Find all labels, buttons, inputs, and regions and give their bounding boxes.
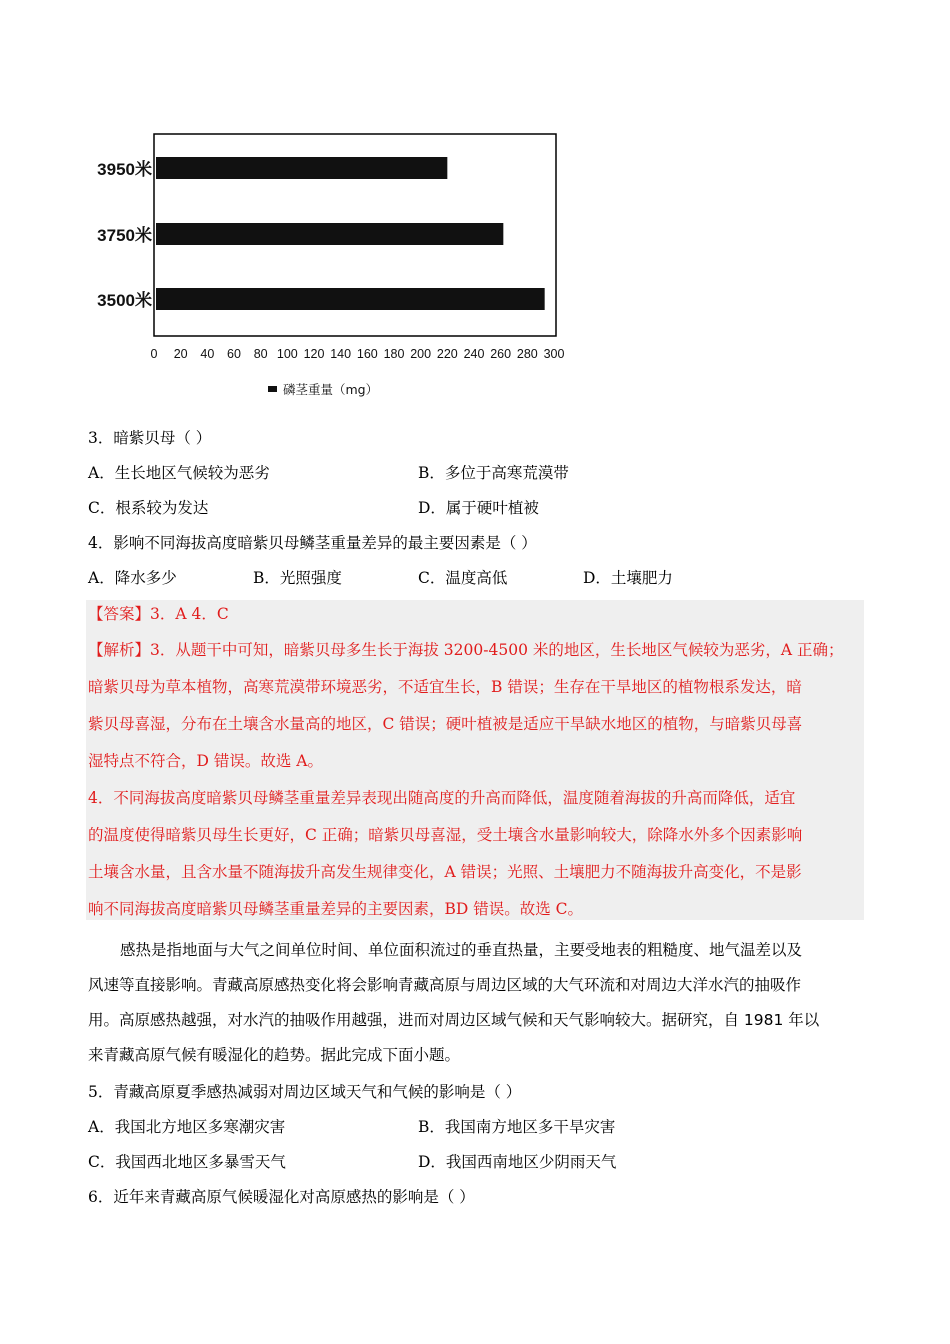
x-tick-label-5: 100 <box>276 347 298 361</box>
legend-swatch <box>268 386 277 392</box>
y-tick-label-1: 3950米 <box>97 160 152 179</box>
passage-line-4: 来青藏高原气候有暖湿化的趋势。据此完成下面小题。 <box>88 1046 461 1064</box>
q5-option-b: B．我国南方地区多干旱灾害 <box>418 1118 616 1136</box>
q5-option-c: C．我国西北地区多暴雪天气 <box>88 1153 286 1171</box>
analysis-line-4: 湿特点不符合，D 错误。故选 A。 <box>88 752 323 770</box>
y-tick-label-2: 3750米 <box>97 226 152 245</box>
x-tick-label-6: 120 <box>303 347 325 361</box>
bar-2 <box>156 223 503 245</box>
q4-stem: 4．影响不同海拔高度暗紫贝母鳞茎重量差异的最主要因素是（ ） <box>88 534 537 552</box>
analysis-line-1 <box>88 640 844 660</box>
bar-1 <box>156 157 447 179</box>
x-tick-label-4: 80 <box>253 347 268 361</box>
y-tick-label-3: 3500米 <box>97 291 152 310</box>
analysis-tag: 【解析】 <box>88 641 151 659</box>
bar-chart-svg <box>80 118 580 408</box>
q3-option-d: D．属于硬叶植被 <box>418 499 539 517</box>
answer-tag: 【答案】 <box>88 605 151 623</box>
analysis-line-5: 4．不同海拔高度暗紫贝母鳞茎重量差异表现出随高度的升高而降低，温度随着海拔的升高而降低，适宜 <box>88 789 796 807</box>
x-tick-label-13: 260 <box>490 347 512 361</box>
q4-option-b: B．光照强度 <box>253 569 342 587</box>
x-tick-label-8: 160 <box>356 347 378 361</box>
analysis-line-6: 的温度使得暗紫贝母生长更好，C 正确；暗紫贝母喜湿，受土壤含水量影响较大，除降水外多个因素影响 <box>88 826 803 844</box>
x-tick-label-15: 300 <box>543 347 565 361</box>
q6-stem: 6．近年来青藏高原气候暖湿化对高原感热的影响是（ ） <box>88 1188 475 1206</box>
answer-line <box>88 604 229 624</box>
analysis-line-2: 暗紫贝母为草本植物，高寒荒漠带环境恶劣，不适宜生长，B 错误；生存在干旱地区的植物根系发达，暗 <box>88 678 802 696</box>
answer-text: 3．A 4．C <box>150 605 229 623</box>
q3-option-a: A．生长地区气候较为恶劣 <box>88 464 270 482</box>
q3-option-c: C．根系较为发达 <box>88 499 209 517</box>
q4-option-a: A．降水多少 <box>88 569 177 587</box>
q5-stem: 5．青藏高原夏季感热减弱对周边区域天气和气候的影响是（ ） <box>88 1083 522 1101</box>
q5-option-a: A．我国北方地区多寒潮灾害 <box>88 1118 286 1136</box>
bar-3 <box>156 288 545 310</box>
bar-chart <box>80 118 580 408</box>
q5-option-d: D．我国西南地区少阴雨天气 <box>418 1153 617 1171</box>
analysis-text-1: 3．从题干中可知，暗紫贝母多生长于海拔 3200-4500 米的地区，生长地区气候较为恶劣，A 正确； <box>150 641 844 659</box>
q3-option-b: B．多位于高寒荒漠带 <box>418 464 569 482</box>
x-tick-label-1: 20 <box>173 347 188 361</box>
x-tick-label-11: 220 <box>436 347 458 361</box>
x-tick-label-7: 140 <box>330 347 352 361</box>
passage-line-1: 感热是指地面与大气之间单位时间、单位面积流过的垂直热量，主要受地表的粗糙度、地气温差以及 <box>120 941 803 959</box>
x-tick-label-9: 180 <box>383 347 405 361</box>
passage-line-2: 风速等直接影响。青藏高原感热变化将会影响青藏高原与周边区域的大气环流和对周边大洋水汽的抽吸作 <box>88 976 802 994</box>
x-tick-label-12: 240 <box>463 347 485 361</box>
x-tick-label-3: 60 <box>227 347 241 361</box>
q4-option-d: D．土壤肥力 <box>583 569 673 587</box>
q3-stem: 3．暗紫贝母（ ） <box>88 429 212 447</box>
analysis-line-7: 土壤含水量，且含水量不随海拔升高发生规律变化，A 错误；光照、土壤肥力不随海拔升高变化，不是影 <box>88 863 802 881</box>
legend-label: 磷茎重量（mg） <box>283 382 379 397</box>
x-tick-label-0: 0 <box>150 347 158 361</box>
passage-line-3: 用。高原感热越强，对水汽的抽吸作用越强，进而对周边区域气候和天气影响较大。据研究，自 1981 年以 <box>88 1011 820 1029</box>
x-tick-label-2: 40 <box>200 347 215 361</box>
analysis-line-8: 响不同海拔高度暗紫贝母鳞茎重量差异的主要因素，BD 错误。故选 C。 <box>88 900 584 918</box>
x-tick-label-14: 280 <box>516 347 538 361</box>
q4-option-c: C．温度高低 <box>418 569 508 587</box>
x-tick-label-10: 200 <box>410 347 432 361</box>
analysis-line-3: 紫贝母喜湿，分布在土壤含水量高的地区，C 错误；硬叶植被是适应干旱缺水地区的植物，与暗紫贝母喜 <box>88 715 803 733</box>
